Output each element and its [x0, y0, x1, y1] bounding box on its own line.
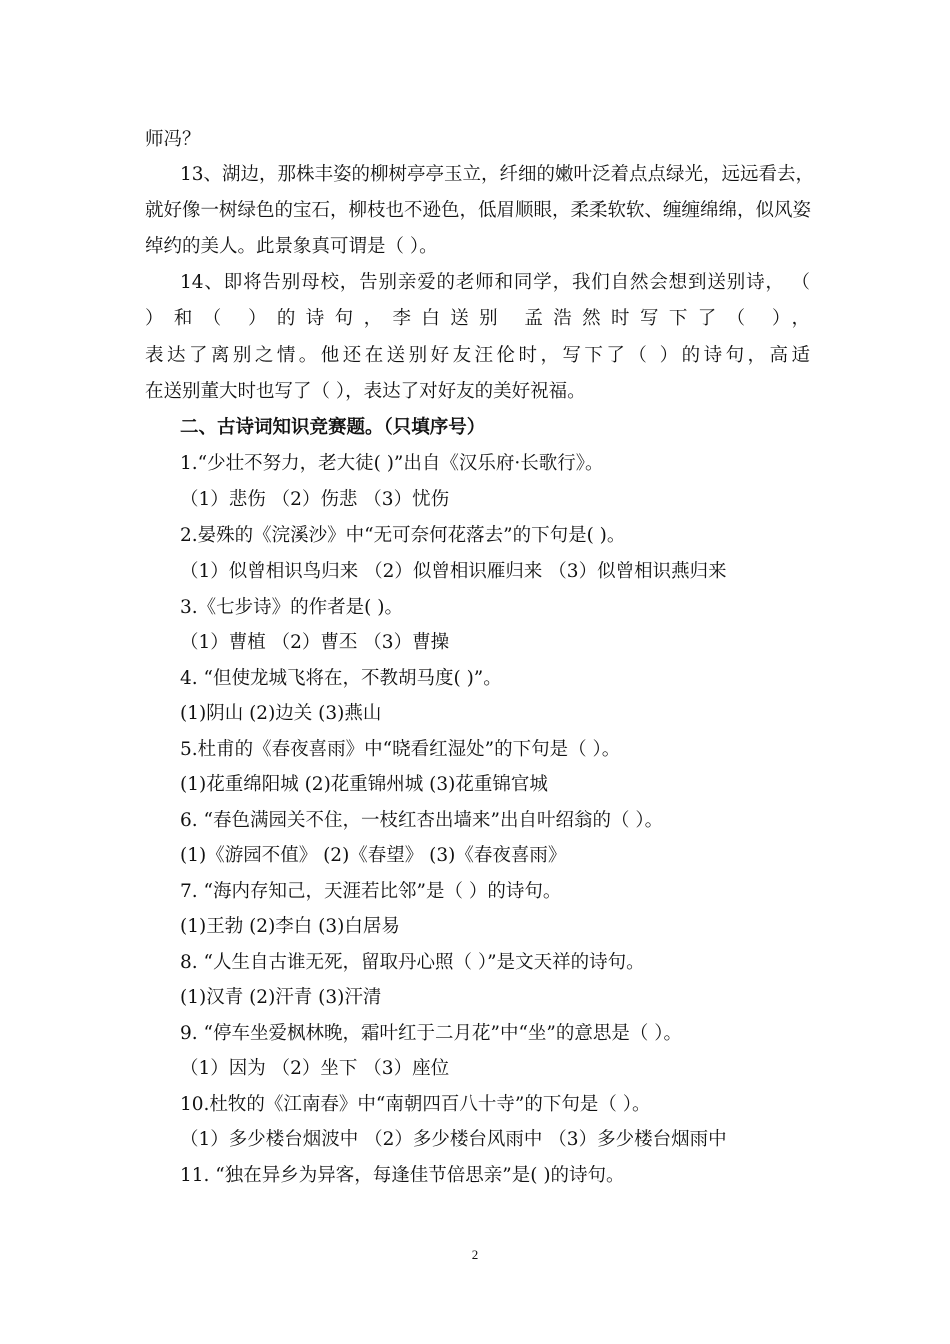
- q14-line-2: ）和（ ）的诗句，李白送别 孟浩然时写下了（ ），: [145, 308, 810, 329]
- options-6: (1)《游园不值》 (2)《春望》 (3)《春夜喜雨》: [180, 845, 567, 866]
- options-7: (1)王勃 (2)李白 (3)白居易: [180, 916, 400, 937]
- q14-line-3: 表达了离别之情。他还在送别好友汪伦时，写下了（ ）的诗句，高适: [145, 345, 810, 366]
- question-1: 1.“少壮不努力，老大徒( )”出自《汉乐府·长歌行》。: [180, 453, 604, 474]
- q13-line-1: 13、湖边，那株丰姿的柳树亭亭玉立，纤细的嫩叶泛着点点绿光，远远看去，: [180, 164, 815, 185]
- q14-line-1: 14、即将告别母校，告别亲爱的老师和同学，我们自然会想到送别诗， （: [180, 272, 810, 293]
- question-9: 9. “停车坐爱枫林晚，霜叶红于二月花”中“坐”的意思是（ ）。: [180, 1023, 682, 1044]
- question-10: 10.杜牧的《江南春》中“南朝四百八十寺”的下句是（ ）。: [180, 1094, 651, 1115]
- options-3: （1）曹植 （2）曹丕 （3）曹操: [180, 632, 450, 653]
- section-heading: 二、古诗词知识竞赛题。（只填序号）: [180, 417, 486, 438]
- options-10: （1）多少楼台烟波中 （2）多少楼台风雨中 （3）多少楼台烟雨中: [180, 1129, 727, 1150]
- options-5: (1)花重绵阳城 (2)花重锦州城 (3)花重锦官城: [180, 774, 548, 795]
- q13-line-2: 就好像一树绿色的宝石，柳枝也不逊色，低眉顺眼，柔柔软软、缠缠绵绵，似风姿: [145, 200, 812, 221]
- options-2: （1）似曾相识鸟归来 （2）似曾相识雁归来 （3）似曾相识燕归来: [180, 561, 727, 582]
- question-2: 2.晏殊的《浣溪沙》中“无可奈何花落去”的下句是( )。: [180, 525, 626, 546]
- q13-line-3: 绰约的美人。此景象真可谓是（ ）。: [145, 236, 438, 257]
- page-number: 2: [471, 1247, 479, 1262]
- question-11: 11. “独在异乡为异客，每逢佳节倍思亲”是( )的诗句。: [180, 1165, 625, 1186]
- question-7: 7. “海内存知己，天涯若比邻”是（ ）的诗句。: [180, 881, 562, 902]
- q12-tail: 师冯？: [145, 129, 201, 150]
- q14-line-4: 在送别董大时也写了（ ），表达了对好友的美好祝福。: [145, 381, 586, 402]
- question-8: 8. “人生自古谁无死，留取丹心照（ ）”是文天祥的诗句。: [180, 952, 645, 973]
- question-4: 4. “但使龙城飞将在，不教胡马度( )”。: [180, 668, 502, 689]
- question-5: 5.杜甫的《春夜喜雨》中“晓看红湿处”的下句是（ ）。: [180, 739, 621, 760]
- options-1: （1）悲伤 （2）伤悲 （3）忧伤: [180, 489, 450, 510]
- question-6: 6. “春色满园关不住，一枝红杏出墙来”出自叶绍翁的（ ）。: [180, 810, 664, 831]
- options-4: (1)阴山 (2)边关 (3)燕山: [180, 703, 382, 724]
- options-9: （1）因为 （2）坐下 （3）座位: [180, 1058, 450, 1079]
- question-3: 3.《七步诗》的作者是( )。: [180, 597, 403, 618]
- options-8: (1)汉青 (2)汗青 (3)汗清: [180, 987, 382, 1008]
